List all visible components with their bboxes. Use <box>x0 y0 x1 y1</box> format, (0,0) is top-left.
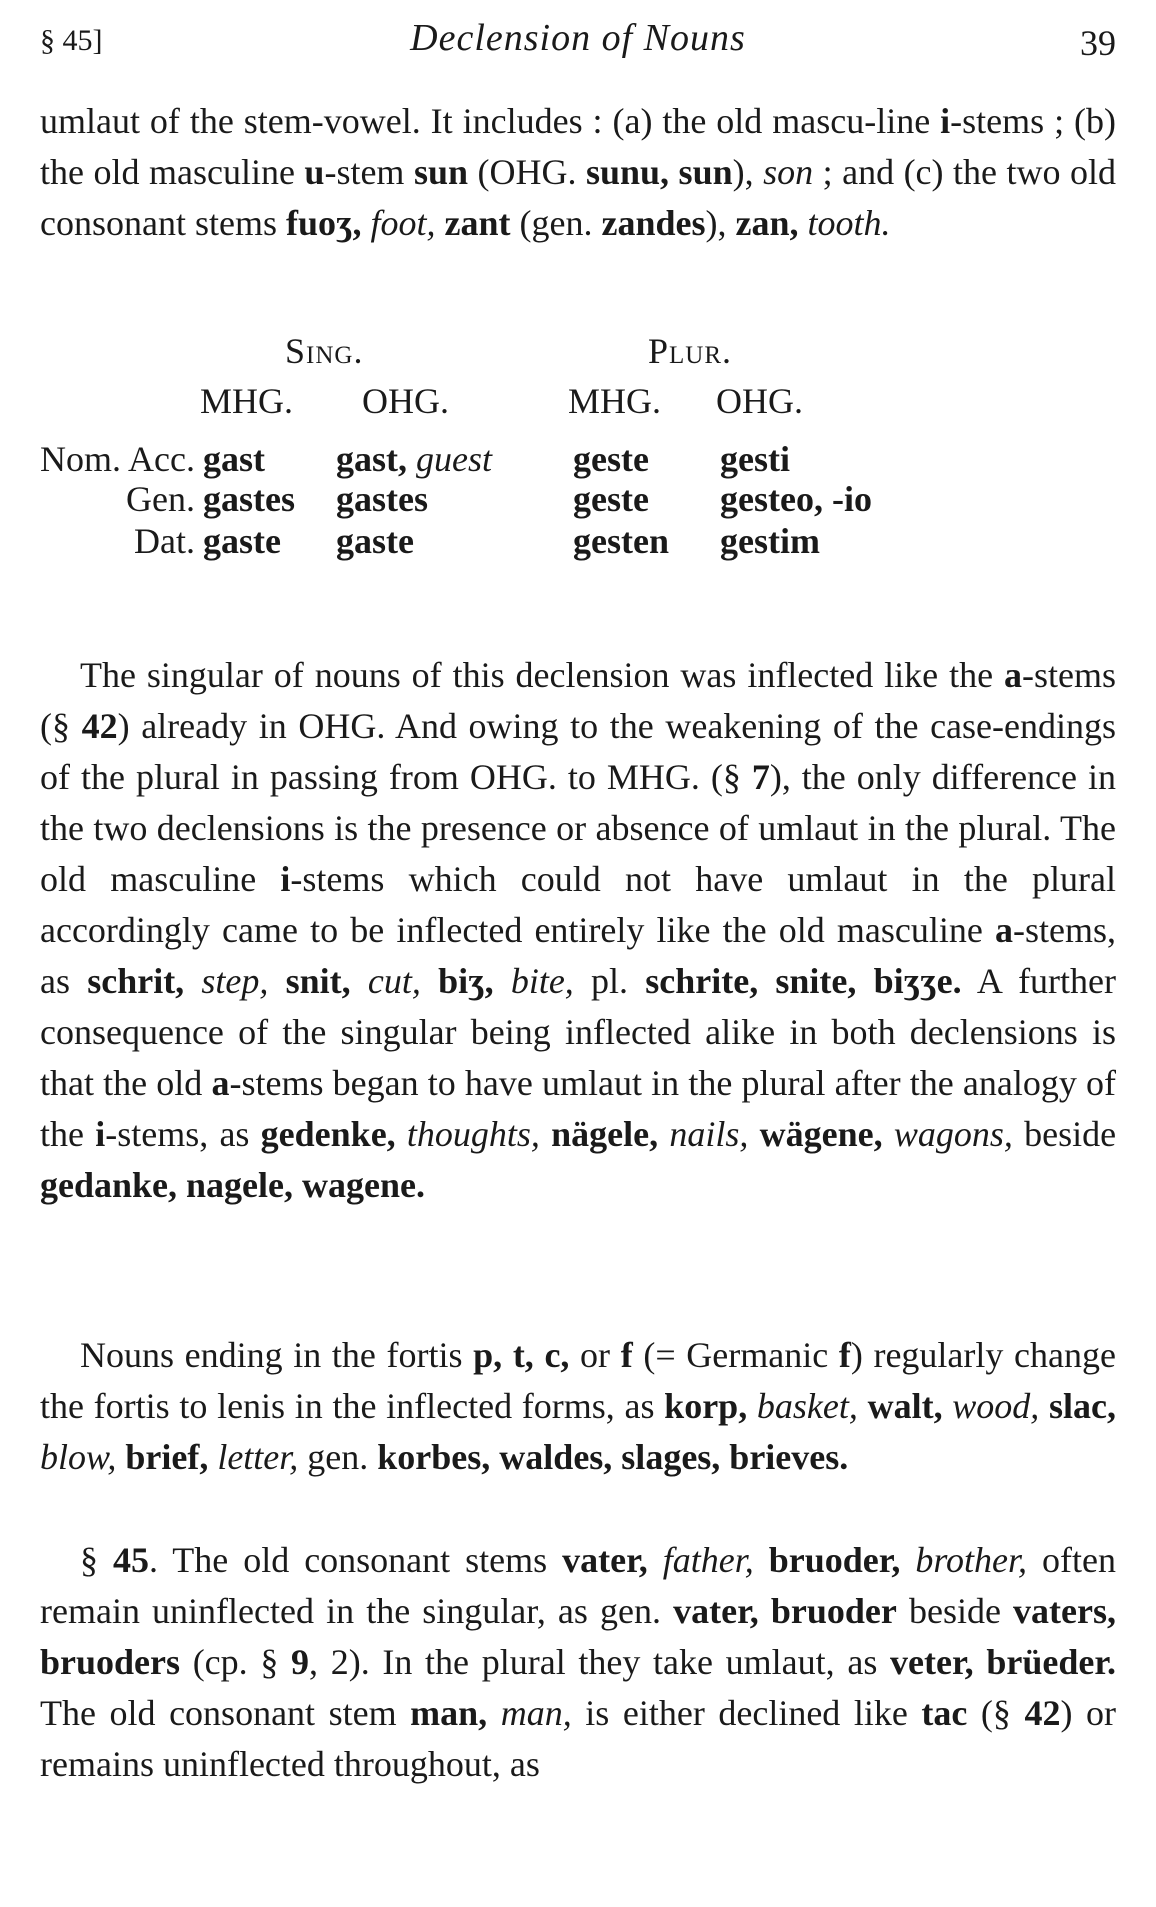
text-run <box>747 1386 757 1426</box>
bold-form: slac, <box>1049 1386 1116 1426</box>
bold-form: vaters, bruoders <box>40 1591 1117 1682</box>
bold-form: a <box>211 1063 230 1103</box>
text-run <box>648 1540 663 1580</box>
paragraph-fortis <box>40 1330 1116 1483</box>
italic-gloss: wagons, <box>893 1114 1013 1154</box>
intro-paragraph-text <box>40 96 1116 249</box>
sing-mhg-form: gast <box>203 439 265 479</box>
italic-gloss: basket, <box>756 1386 858 1426</box>
text-run: Nouns ending in the fortis <box>80 1335 474 1375</box>
text-run: (= Germanic <box>632 1335 839 1375</box>
section-45 <box>40 1535 1116 1790</box>
text-run <box>799 203 808 243</box>
paragraph-declension <box>40 650 1116 1211</box>
sing-ohg-cell <box>336 478 428 520</box>
plur-mhg-form: geste <box>573 479 649 519</box>
italic-gloss: foot, <box>370 203 436 243</box>
text-run <box>184 961 201 1001</box>
bold-form: fuoʒ, <box>285 203 362 243</box>
text-run <box>268 961 285 1001</box>
text-run: -stem <box>324 152 414 192</box>
text-run <box>436 203 445 243</box>
text-run: pl. <box>573 961 646 1001</box>
bold-form: brief, <box>125 1437 209 1477</box>
text-run <box>900 1540 915 1580</box>
text-run <box>494 961 511 1001</box>
text-run <box>208 1437 217 1477</box>
text-run <box>1039 1386 1049 1426</box>
italic-gloss: step, <box>201 961 269 1001</box>
bold-form: nägele, <box>551 1114 659 1154</box>
sing-heading: Sing. <box>285 331 364 371</box>
text-run: § <box>80 1540 113 1580</box>
text-run: or <box>569 1335 621 1375</box>
bold-form: vater, bruoder <box>673 1591 897 1631</box>
text-run: ) regularly change the fortis to lenis in the inflected forms, as <box>40 1335 1116 1426</box>
plur-heading: Plur. <box>648 331 733 371</box>
bold-form: gedanke, nagele, wagene. <box>40 1165 425 1205</box>
text-run: gen. <box>298 1437 378 1477</box>
bold-form: sunu, sun <box>585 152 733 192</box>
bold-form: tac <box>921 1693 968 1733</box>
plur-ohg-form: gestim <box>720 521 820 561</box>
bold-form: zant <box>444 203 511 243</box>
text-run: . The old consonant stems <box>148 1540 563 1580</box>
italic-gloss: brother, <box>915 1540 1028 1580</box>
text-run <box>943 1386 953 1426</box>
italic-gloss: blow, <box>40 1437 117 1477</box>
bold-form: snit, <box>285 961 351 1001</box>
bold-form: i <box>95 1114 106 1154</box>
intro-paragraph <box>40 96 1116 249</box>
sing-mhg-form: gastes <box>203 479 295 519</box>
bold-form: vater, <box>562 1540 648 1580</box>
text-run: A further consequence of the singular being inflected alike in both declensions is that the old <box>40 961 1117 1103</box>
text-run: -stems, as <box>105 1114 261 1154</box>
italic-gloss: bite, <box>510 961 574 1001</box>
plur-mhg-form: gesten <box>573 521 669 561</box>
bold-form: f <box>620 1335 633 1375</box>
case-label: Gen. <box>126 479 195 519</box>
text-run <box>658 1114 669 1154</box>
plur-ohg-form: gesteo, -io <box>720 479 872 519</box>
bold-form: zandes <box>601 203 706 243</box>
sing-ohg-form: gastes <box>336 479 428 519</box>
text-run <box>540 1114 551 1154</box>
page-number: 39 <box>1080 23 1116 63</box>
plur-ohg-form: gesti <box>720 439 790 479</box>
text-run <box>748 1114 759 1154</box>
text-run: The old consonant stem <box>40 1693 411 1733</box>
text-run <box>362 203 371 243</box>
italic-gloss: thoughts, <box>406 1114 540 1154</box>
bold-form: wägene, <box>759 1114 883 1154</box>
text-run: is either declined like <box>571 1693 922 1733</box>
italic-gloss: cut, <box>367 961 421 1001</box>
text-run <box>351 961 368 1001</box>
text-run: ), the only difference in the two declensions is the presence or absence of umlaut in the plural. The old masculine <box>40 757 1116 899</box>
text-run: ), <box>705 203 736 243</box>
bold-form: 42 <box>81 706 118 746</box>
text-run <box>396 1114 407 1154</box>
column-heading: OHG. <box>362 381 449 421</box>
table-body <box>40 380 1116 561</box>
italic-gloss: man, <box>500 1693 572 1733</box>
column-heading: OHG. <box>716 381 803 421</box>
italic-gloss: nails, <box>669 1114 749 1154</box>
bold-form: u <box>304 152 325 192</box>
text-run: The singular of nouns of this declension was inflected like the <box>80 655 1004 695</box>
italic-gloss: father, <box>662 1540 754 1580</box>
text-run: -stems (§ <box>40 655 1116 746</box>
bold-form: schrit, <box>87 961 185 1001</box>
italic-gloss: tooth. <box>807 203 891 243</box>
text-run: -stems ; (b) the old masculine <box>40 101 1116 192</box>
table-number-headings <box>40 330 1116 380</box>
text-run: ) or remains uninflected throughout, as <box>40 1693 1116 1784</box>
italic-gloss: wood, <box>952 1386 1040 1426</box>
table-row <box>40 520 1116 570</box>
running-title: Declension of Nouns <box>410 17 746 59</box>
paragraph-3-text <box>40 1330 1116 1483</box>
paragraph-2-text <box>40 650 1116 1211</box>
plur-mhg-form: geste <box>573 439 649 479</box>
bold-form: 42 <box>1024 1693 1061 1733</box>
text-run: ), <box>732 152 764 192</box>
bold-form: walt, <box>867 1386 943 1426</box>
bold-form: korp, <box>664 1386 748 1426</box>
text-run: , 2). In the plural they take umlaut, as <box>309 1642 891 1682</box>
text-run: umlaut of the stem-vowel. It includes : (a) the old mascu-line <box>40 101 941 141</box>
paragraph-4-text <box>40 1535 1116 1790</box>
sing-ohg-cell <box>336 438 492 480</box>
running-header <box>40 16 1116 66</box>
sing-ohg-form: gast, <box>336 439 407 479</box>
italic-gloss: letter, <box>217 1437 299 1477</box>
text-run: -stems, as <box>40 910 1116 1001</box>
text-run: often remain uninflected in the singular, as gen. <box>40 1540 1116 1631</box>
gloss: guest <box>416 439 492 479</box>
sing-mhg-form: gaste <box>203 521 281 561</box>
bold-form: i <box>940 101 951 141</box>
text-run <box>858 1386 868 1426</box>
sing-ohg-form: gaste <box>336 521 414 561</box>
section-reference: § 45] <box>40 24 103 57</box>
bold-form: 7 <box>751 757 770 797</box>
bold-form: p, t, c, <box>473 1335 570 1375</box>
bold-form: sun <box>413 152 468 192</box>
bold-form: f <box>838 1335 851 1375</box>
text-run <box>421 961 438 1001</box>
bold-form: gedenke, <box>260 1114 396 1154</box>
bold-form: biʒ, <box>438 961 494 1001</box>
text-run: (OHG. <box>468 152 586 192</box>
text-run: beside <box>1012 1114 1117 1154</box>
text-run: (§ <box>967 1693 1025 1733</box>
text-run: -stems which could not have umlaut in the plural accordingly came to be inflected entirely like the old masculine <box>40 859 1116 950</box>
sing-ohg-cell <box>336 520 414 562</box>
bold-form: i <box>280 859 291 899</box>
bold-form: bruoder, <box>768 1540 901 1580</box>
bold-form: veter, brüeder. <box>890 1642 1116 1682</box>
bold-form: 45 <box>112 1540 149 1580</box>
bold-form: a <box>995 910 1013 950</box>
text-run <box>487 1693 501 1733</box>
column-heading: MHG. <box>568 381 662 421</box>
text-run: -stems began to have umlaut in the plural after the analogy of the <box>40 1063 1116 1154</box>
bold-form: man, <box>410 1693 488 1733</box>
text-run <box>754 1540 769 1580</box>
case-label: Nom. Acc. <box>40 439 195 479</box>
bold-form: 9 <box>291 1642 310 1682</box>
bold-form: schrite, snite, biʒʒe. <box>645 961 962 1001</box>
bold-form: korbes, waldes, slages, brieves. <box>377 1437 849 1477</box>
text-run: (gen. <box>510 203 602 243</box>
text-run: beside <box>896 1591 1014 1631</box>
text-run: ; and (c) the two old consonant stems <box>40 152 1116 243</box>
column-heading: MHG. <box>200 381 294 421</box>
text-run: (cp. § <box>180 1642 292 1682</box>
italic-gloss: son <box>763 152 814 192</box>
text-run <box>116 1437 125 1477</box>
bold-form: zan, <box>735 203 799 243</box>
text-run <box>883 1114 894 1154</box>
text-run: ) already in OHG. And owing to the weakening of the case-endings of the plural in passing from OHG. to MHG. (§ <box>40 706 1116 797</box>
case-label: Dat. <box>134 521 195 561</box>
bold-form: a <box>1004 655 1022 695</box>
